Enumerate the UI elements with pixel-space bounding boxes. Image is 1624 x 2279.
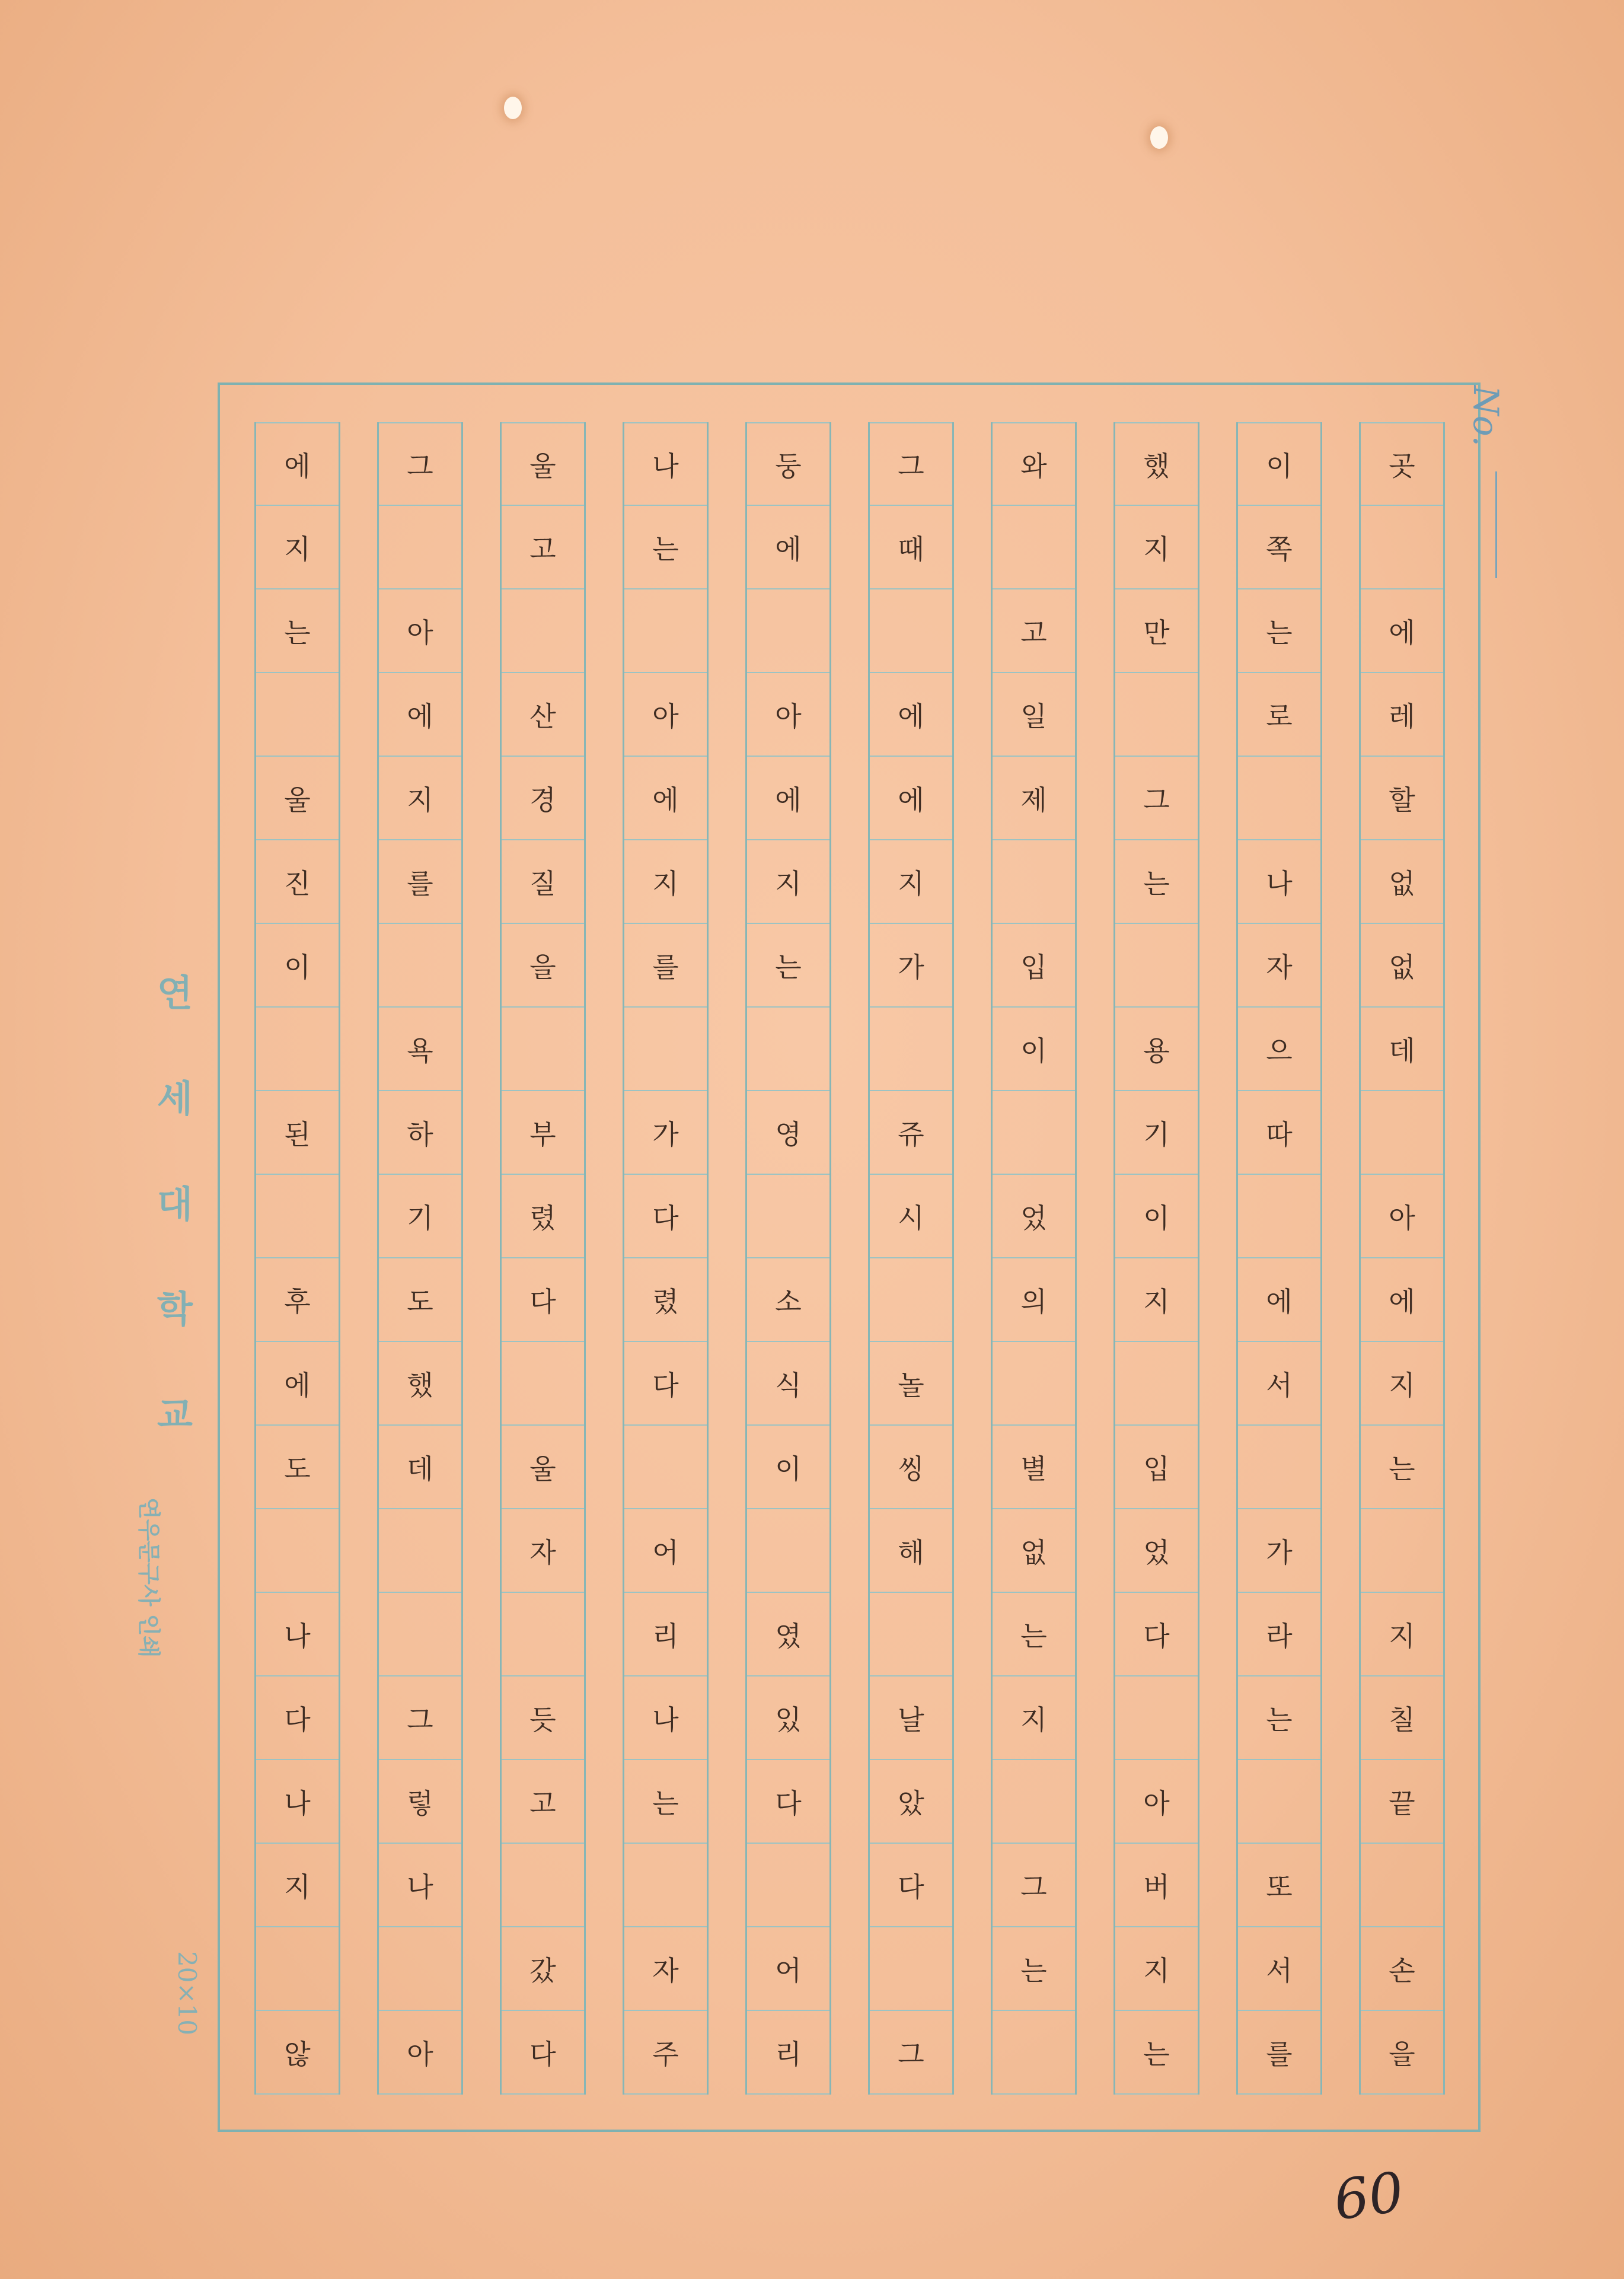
manuscript-cell: 버 [1115, 1844, 1198, 1927]
manuscript-cell [502, 1008, 584, 1091]
manuscript-cell [870, 589, 952, 673]
manuscript-cell: 아 [1115, 1760, 1198, 1844]
manuscript-cell [870, 1008, 952, 1091]
manuscript-cell: 가 [624, 1091, 707, 1175]
manuscript-column [623, 422, 709, 2095]
manuscript-cell: 지 [624, 840, 707, 924]
manuscript-cell: 는 [1238, 589, 1320, 673]
manuscript-cell [1115, 924, 1198, 1008]
manuscript-cell [870, 1927, 952, 2011]
manuscript-cell: 주 [624, 2011, 707, 2095]
manuscript-cell: 경 [502, 757, 584, 840]
manuscript-cell: 지 [256, 506, 339, 589]
manuscript-cell: 에 [870, 757, 952, 840]
manuscript-cell: 지 [379, 757, 461, 840]
manuscript-cell: 에 [256, 422, 339, 506]
manuscript-cell: 에 [624, 757, 707, 840]
manuscript-cell: 나 [624, 1676, 707, 1760]
manuscript-cell: 지 [1361, 1593, 1443, 1676]
manuscript-cell: 가 [870, 924, 952, 1008]
manuscript-cell: 진 [256, 840, 339, 924]
manuscript-cell: 레 [1361, 673, 1443, 757]
manuscript-column [1359, 422, 1445, 2095]
manuscript-cell: 나 [256, 1593, 339, 1676]
manuscript-cell: 했 [1115, 422, 1198, 506]
manuscript-cell [256, 1175, 339, 1258]
manuscript-cell: 욕 [379, 1008, 461, 1091]
manuscript-cell: 일 [993, 673, 1075, 757]
manuscript-cell: 에 [256, 1342, 339, 1426]
manuscript-cell [747, 1509, 829, 1593]
manuscript-cell: 그 [379, 1676, 461, 1760]
manuscript-cell [379, 1927, 461, 2011]
manuscript-cell [256, 1008, 339, 1091]
manuscript-cell: 아 [624, 673, 707, 757]
manuscript-cell: 였 [747, 1593, 829, 1676]
manuscript-cell [379, 506, 461, 589]
manuscript-cell: 를 [624, 924, 707, 1008]
manuscript-cell: 울 [256, 757, 339, 840]
manuscript-cell: 서 [1238, 1927, 1320, 2011]
manuscript-cell [379, 1593, 461, 1676]
manuscript-cell [1361, 1091, 1443, 1175]
manuscript-cell: 질 [502, 840, 584, 924]
manuscript-cell [1361, 506, 1443, 589]
manuscript-cell [993, 506, 1075, 589]
manuscript-cell [1238, 1760, 1320, 1844]
manuscript-cell: 다 [1115, 1593, 1198, 1676]
manuscript-cell [1238, 757, 1320, 840]
manuscript-cell: 소 [747, 1258, 829, 1342]
manuscript-cell: 곳 [1361, 422, 1443, 506]
manuscript-cell: 다 [747, 1760, 829, 1844]
manuscript-cell: 으 [1238, 1008, 1320, 1091]
manuscript-cell [1115, 1342, 1198, 1426]
manuscript-cell: 어 [747, 1927, 829, 2011]
manuscript-cell: 하 [379, 1091, 461, 1175]
manuscript-cell: 지 [256, 1844, 339, 1927]
manuscript-cell: 고 [502, 506, 584, 589]
manuscript-cell: 았 [870, 1760, 952, 1844]
manuscript-cell: 씽 [870, 1426, 952, 1509]
manuscript-cell: 로 [1238, 673, 1320, 757]
manuscript-cell: 있 [747, 1676, 829, 1760]
manuscript-cell: 용 [1115, 1008, 1198, 1091]
manuscript-cell: 다 [870, 1844, 952, 1927]
manuscript-cell: 자 [624, 1927, 707, 2011]
manuscript-cell: 그 [870, 422, 952, 506]
manuscript-cell [1238, 1426, 1320, 1509]
manuscript-cell: 부 [502, 1091, 584, 1175]
manuscript-cell [256, 1927, 339, 2011]
univ-char: 연 [157, 971, 193, 1015]
manuscript-cell: 렇 [379, 1760, 461, 1844]
manuscript-cell: 는 [993, 1593, 1075, 1676]
manuscript-cell: 에 [747, 757, 829, 840]
univ-char: 세 [157, 1076, 193, 1120]
manuscript-cell: 했 [379, 1342, 461, 1426]
manuscript-cell: 다 [502, 1258, 584, 1342]
manuscript-cell: 쥬 [870, 1091, 952, 1175]
manuscript-cell: 울 [502, 1426, 584, 1509]
number-blank-line [1495, 471, 1497, 578]
manuscript-cell: 서 [1238, 1342, 1320, 1426]
manuscript-cell: 다 [624, 1342, 707, 1426]
manuscript-cell [747, 1175, 829, 1258]
manuscript-cell: 를 [379, 840, 461, 924]
manuscript-cell [993, 1760, 1075, 1844]
manuscript-cell: 별 [993, 1426, 1075, 1509]
manuscript-cell: 는 [1115, 840, 1198, 924]
manuscript-cell: 산 [502, 673, 584, 757]
punch-hole-right [1150, 126, 1168, 149]
manuscript-cell [256, 673, 339, 757]
manuscript-cell: 또 [1238, 1844, 1320, 1927]
manuscript-cell: 기 [379, 1175, 461, 1258]
manuscript-column [500, 422, 586, 2095]
manuscript-cell: 지 [993, 1676, 1075, 1760]
manuscript-cell: 이 [1238, 422, 1320, 506]
manuscript-cell [993, 2011, 1075, 2095]
manuscript-cell: 데 [379, 1426, 461, 1509]
page-number: 60 [1330, 2160, 1408, 2233]
manuscript-cell: 놀 [870, 1342, 952, 1426]
manuscript-cell: 지 [747, 840, 829, 924]
manuscript-cell: 후 [256, 1258, 339, 1342]
manuscript-cell: 입 [1115, 1426, 1198, 1509]
manuscript-cell: 의 [993, 1258, 1075, 1342]
manuscript-cell: 를 [1238, 2011, 1320, 2095]
manuscript-cell: 없 [993, 1509, 1075, 1593]
manuscript-cell: 도 [379, 1258, 461, 1342]
manuscript-cell: 지 [1115, 1927, 1198, 2011]
manuscript-cell: 날 [870, 1676, 952, 1760]
manuscript-cell: 나 [1238, 840, 1320, 924]
manuscript-cell: 그 [993, 1844, 1075, 1927]
manuscript-cell: 없 [1361, 924, 1443, 1008]
manuscript-cell: 고 [993, 589, 1075, 673]
manuscript-cell: 이 [993, 1008, 1075, 1091]
manuscript-cell: 지 [1115, 1258, 1198, 1342]
manuscript-cell: 아 [379, 2011, 461, 2095]
manuscript-cell [502, 1342, 584, 1426]
manuscript-cell: 리 [747, 2011, 829, 2095]
manuscript-cell [502, 1844, 584, 1927]
manuscript-cell: 지 [870, 840, 952, 924]
manuscript-cell [624, 1844, 707, 1927]
manuscript-cell: 는 [624, 506, 707, 589]
manuscript-cell: 식 [747, 1342, 829, 1426]
manuscript-cell: 만 [1115, 589, 1198, 673]
manuscript-cell [1361, 1844, 1443, 1927]
manuscript-cell: 는 [993, 1927, 1075, 2011]
grid-size-label: 20×10 [173, 1951, 202, 2036]
manuscript-cell: 에 [1361, 589, 1443, 673]
manuscript-cell: 않 [256, 2011, 339, 2095]
manuscript-cell: 에 [747, 506, 829, 589]
manuscript-cell: 아 [747, 673, 829, 757]
manuscript-cell: 라 [1238, 1593, 1320, 1676]
manuscript-cell: 끝 [1361, 1760, 1443, 1844]
manuscript-cell: 지 [1361, 1342, 1443, 1426]
manuscript-cell: 할 [1361, 757, 1443, 840]
manuscript-cell: 그 [379, 422, 461, 506]
manuscript-cell: 을 [1361, 2011, 1443, 2095]
manuscript-cell [379, 1509, 461, 1593]
manuscript-cell [1115, 673, 1198, 757]
manuscript-cell: 자 [502, 1509, 584, 1593]
manuscript-column [745, 422, 831, 2095]
manuscript-cell [1361, 1509, 1443, 1593]
manuscript-column [377, 422, 463, 2095]
manuscript-cell: 기 [1115, 1091, 1198, 1175]
manuscript-column [991, 422, 1077, 2095]
manuscript-cell: 에 [870, 673, 952, 757]
manuscript-cell: 영 [747, 1091, 829, 1175]
manuscript-cell: 도 [256, 1426, 339, 1509]
manuscript-column [254, 422, 340, 2095]
manuscript-cell: 와 [993, 422, 1075, 506]
manuscript-cell: 을 [502, 924, 584, 1008]
manuscript-cell: 때 [870, 506, 952, 589]
manuscript-cell: 칠 [1361, 1676, 1443, 1760]
manuscript-cell [502, 1593, 584, 1676]
manuscript-cell: 시 [870, 1175, 952, 1258]
manuscript-column [1236, 422, 1322, 2095]
manuscript-cell: 에 [1361, 1258, 1443, 1342]
manuscript-cell: 따 [1238, 1091, 1320, 1175]
manuscript-cell: 렸 [624, 1258, 707, 1342]
manuscript-cell: 울 [502, 422, 584, 506]
manuscript-cell: 그 [870, 2011, 952, 2095]
manuscript-cell: 나 [256, 1760, 339, 1844]
manuscript-cell: 손 [1361, 1927, 1443, 2011]
manuscript-cell [379, 924, 461, 1008]
manuscript-cell: 지 [1115, 506, 1198, 589]
manuscript-cell: 입 [993, 924, 1075, 1008]
manuscript-cell [993, 840, 1075, 924]
manuscript-cell: 나 [624, 422, 707, 506]
manuscript-cell: 둥 [747, 422, 829, 506]
manuscript-cell [624, 1426, 707, 1509]
manuscript-cell: 는 [1115, 2011, 1198, 2095]
manuscript-cell [993, 1342, 1075, 1426]
manuscript-cell: 나 [379, 1844, 461, 1927]
manuscript-cell: 렸 [502, 1175, 584, 1258]
univ-char: 교 [157, 1393, 193, 1436]
number-label: No. [1466, 385, 1506, 447]
manuscript-column [1113, 422, 1199, 2095]
manuscript-cell: 쪽 [1238, 506, 1320, 589]
manuscript-cell [870, 1258, 952, 1342]
manuscript-cell: 는 [624, 1760, 707, 1844]
manuscript-cell: 리 [624, 1593, 707, 1676]
manuscript-cell: 데 [1361, 1008, 1443, 1091]
manuscript-cell [624, 589, 707, 673]
university-name-vertical [151, 964, 199, 1438]
manuscript-cell: 에 [379, 673, 461, 757]
punch-hole-left [504, 97, 522, 119]
manuscript-column [868, 422, 954, 2095]
manuscript-cell: 이 [747, 1426, 829, 1509]
manuscript-cell [747, 1844, 829, 1927]
manuscript-cell: 없 [1361, 840, 1443, 924]
manuscript-cell [993, 1091, 1075, 1175]
univ-char: 대 [157, 1182, 193, 1226]
manuscript-cell: 이 [256, 924, 339, 1008]
manuscript-cell: 어 [624, 1509, 707, 1593]
manuscript-cell: 는 [1361, 1426, 1443, 1509]
manuscript-cell: 자 [1238, 924, 1320, 1008]
manuscript-cell [747, 1008, 829, 1091]
manuscript-cell: 해 [870, 1509, 952, 1593]
manuscript-cell [502, 589, 584, 673]
manuscript-cell: 이 [1115, 1175, 1198, 1258]
manuscript-cell [1238, 1175, 1320, 1258]
univ-char: 학 [157, 1287, 193, 1331]
manuscript-cell: 아 [379, 589, 461, 673]
manuscript-cell [1115, 1676, 1198, 1760]
manuscript-cell: 듯 [502, 1676, 584, 1760]
manuscript-cell: 고 [502, 1760, 584, 1844]
manuscript-cell: 에 [1238, 1258, 1320, 1342]
printer-imprint: 연우문구사 인쇄 [136, 1497, 162, 1658]
manuscript-cell: 가 [1238, 1509, 1320, 1593]
manuscript-cell: 다 [624, 1175, 707, 1258]
manuscript-cell [624, 1008, 707, 1091]
manuscript-cell: 아 [1361, 1175, 1443, 1258]
manuscript-cell: 그 [1115, 757, 1198, 840]
manuscript-cell: 다 [256, 1676, 339, 1760]
manuscript-cell: 었 [993, 1175, 1075, 1258]
manuscript-cell [747, 589, 829, 673]
manuscript-cell: 는 [747, 924, 829, 1008]
manuscript-cell [870, 1593, 952, 1676]
manuscript-cell: 갔 [502, 1927, 584, 2011]
manuscript-cell: 제 [993, 757, 1075, 840]
manuscript-cell: 다 [502, 2011, 584, 2095]
manuscript-cell: 는 [1238, 1676, 1320, 1760]
manuscript-cell [256, 1509, 339, 1593]
manuscript-grid [253, 422, 1445, 2095]
manuscript-cell: 된 [256, 1091, 339, 1175]
manuscript-cell: 었 [1115, 1509, 1198, 1593]
manuscript-cell: 는 [256, 589, 339, 673]
